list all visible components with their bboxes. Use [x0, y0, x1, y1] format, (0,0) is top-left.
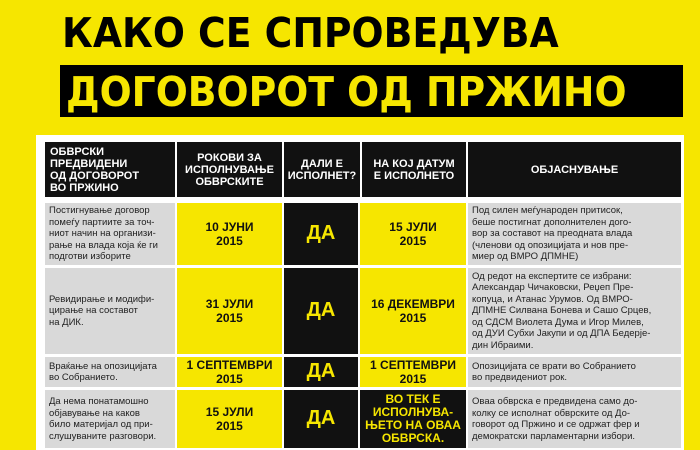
row-2-deadline-cell: [177, 268, 282, 354]
header-date: НА КОЈ ДАТУМ Е ИСПОЛНЕТО: [362, 142, 466, 197]
row-2-deadline: 31 ЈУЛИ 2015: [177, 268, 282, 354]
row-1-fulfilled: ДА: [306, 222, 336, 245]
row-1-explanation: Под силен меѓународен притисок, беше постигнат дополнителен дого- вор за составот на преодната влада (членови од опозицијата и нов пре- миер од ВМРО ДПМНЕ): [468, 203, 681, 265]
row-3-fulfilled: ДА: [306, 360, 336, 383]
row-1-deadline: 10 ЈУНИ 2015: [177, 203, 282, 265]
row-1-date-cell: [360, 203, 466, 265]
row-3-deadline-cell: [177, 357, 282, 387]
row-4-date-cell: [360, 390, 466, 448]
row-3-date-cell: [360, 357, 466, 387]
row-2-date: 16 ДЕКЕМВРИ 2015: [360, 268, 466, 354]
header-explanation: ОБЈАСНУВАЊЕ: [468, 142, 681, 197]
row-4-date: ВО ТЕК Е ИСПОЛНУВА- ЊЕТО НА ОВАА ОБВРСКА.: [360, 390, 466, 448]
header-obligations: ОБВРСКИ ПРЕДВИДЕНИ ОД ДОГОВОРОТ ВО ПРЖИНО: [45, 142, 175, 197]
title-line-2: [60, 65, 683, 117]
row-2-fulfilled: ДА: [306, 299, 336, 322]
row-2-fulfilled-cell: [282, 268, 360, 354]
row-3-obligation: Враќање на опозицијата во Собранието.: [45, 357, 175, 387]
row-3-fulfilled-cell: [282, 357, 360, 387]
row-1-fulfilled-cell: [282, 203, 360, 265]
row-4-fulfilled-cell: [282, 390, 360, 448]
row-3-explanation: Опозицијата се врати во Собранието во предвидениот рок.: [468, 357, 681, 387]
row-4-deadline-cell: [177, 390, 282, 448]
row-1-date: 15 ЈУЛИ 2015: [360, 203, 466, 265]
title-line-1: КАКО СЕ СПРОВЕДУВА: [62, 9, 559, 57]
row-2-explanation: Од редот на експертите се избрани: Александар Чичаковски, Реџеп Пре- копуца, и Атанас Урумов. Од ВМРО- ДПМНЕ Силвана Бонева и Сашо Срцев, од СДСМ Виолета Дума и Игор Милев, од ДУИ Субхи Јакупи и од ДПА Бедерје- дин Ибраими.: [468, 268, 681, 354]
row-4-fulfilled: ДА: [306, 407, 336, 430]
row-3-deadline: 1 СЕПТЕМВРИ 2015: [177, 357, 282, 387]
row-1-deadline-cell: [177, 203, 282, 265]
row-2-date-cell: [360, 268, 466, 354]
row-4-explanation: Оваа обврска е предвидена само до- колку се исполнат обврските од До- говорот од Пржино и се одржат фер и демократски парламентарни избори.: [468, 390, 681, 448]
header-fulfilled: ДАЛИ Е ИСПОЛНЕТ?: [284, 142, 360, 197]
row-1-obligation: Постигнување договор помеѓу партиите за точ- ниот начин на организи- рање на влада која ќе ги подготви изборите: [45, 203, 175, 265]
row-2-obligation: Ревидирање и модифи- цирање на составот на ДИК.: [45, 268, 175, 354]
row-3-date: 1 СЕПТЕМВРИ 2015: [360, 357, 466, 387]
title-line-2-text: ДОГОВОРОТ ОД ПРЖИНО: [66, 68, 627, 116]
header-deadlines: РОКОВИ ЗА ИСПОЛНУВАЊЕ ОБВРСКИТЕ: [177, 142, 282, 197]
row-4-obligation: Да нема понатамошно објавување на каков било материјал од при- слушуваните разговори.: [45, 390, 175, 448]
row-4-deadline: 15 ЈУЛИ 2015: [177, 390, 282, 448]
